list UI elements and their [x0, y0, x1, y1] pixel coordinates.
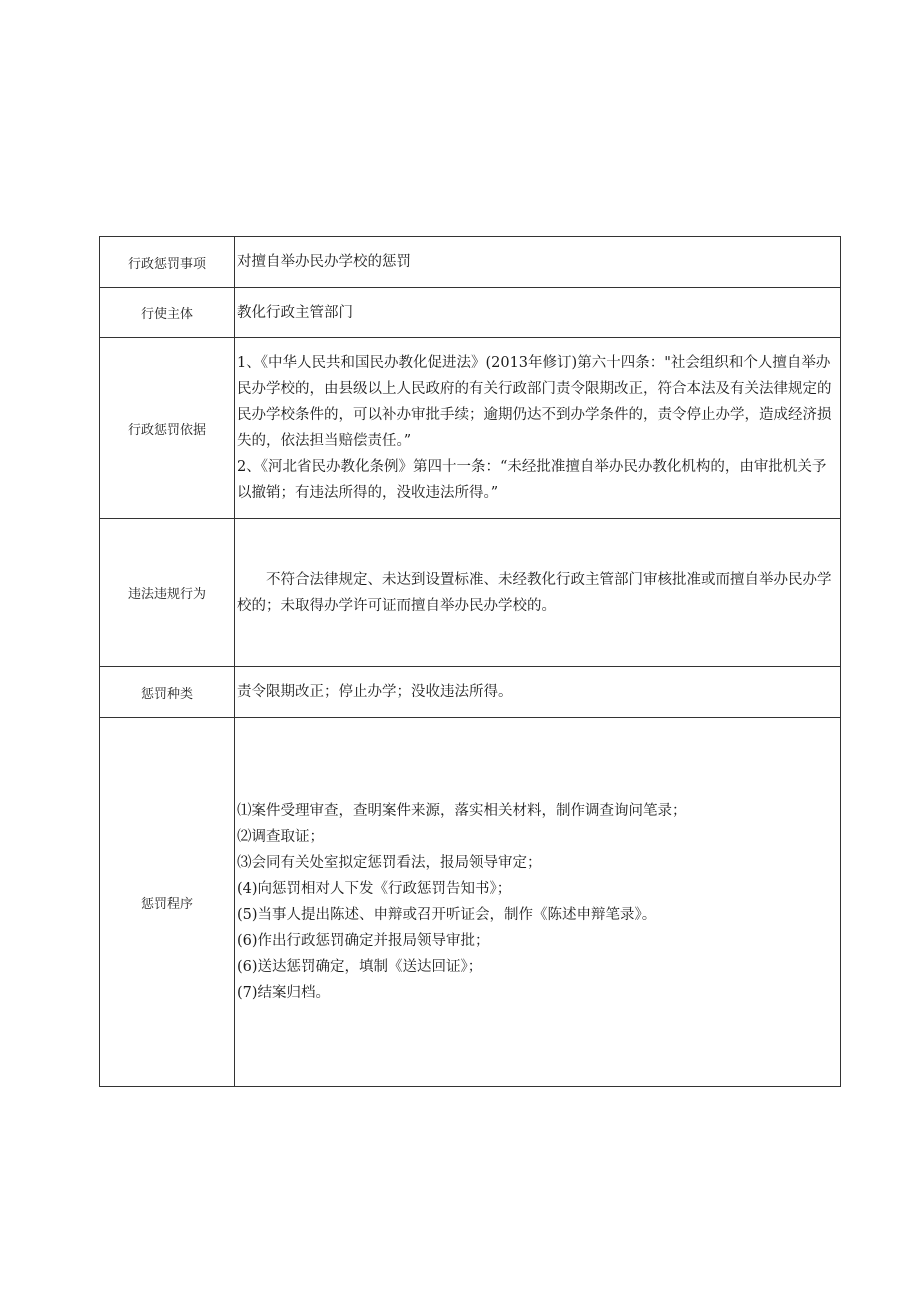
penalty-info-table: [99, 236, 841, 1087]
procedure-step-2: ⑵调查取证；: [237, 829, 324, 845]
label-violation-behavior: 违法违规行为: [100, 519, 235, 667]
procedure-step-1: ⑴案件受理审查，查明案件来源，落实相关材料，制作调查询问笔录；: [237, 803, 687, 819]
procedure-step-6: (6)作出行政惩罚确定并报局领导审批；: [237, 933, 490, 949]
label-penalty-procedure: 惩罚程序: [100, 718, 235, 1087]
row-executing-subject: [100, 288, 841, 338]
value-violation-behavior: 不符合法律规定、未达到设置标准、未经教化行政主管部门审核批准或而擅自举办民办学校的；未取得办学许可证而擅自举办民办学校的。: [235, 519, 841, 667]
row-penalty-basis: [100, 338, 841, 519]
row-penalty-matter: [100, 237, 841, 288]
procedure-step-5: (5)当事人提出陈述、申辩或召开听证会，制作《陈述申辩笔录》。: [237, 907, 657, 923]
value-penalty-procedure: [235, 718, 841, 1087]
row-penalty-type: [100, 667, 841, 718]
value-penalty-matter: 对擅自举办民办学校的惩罚: [235, 237, 841, 288]
procedure-step-8: (7)结案归档。: [237, 985, 331, 1001]
procedure-step-3: ⑶会同有关处室拟定惩罚看法，报局领导审定；: [237, 855, 542, 871]
label-executing-subject: 行使主体: [100, 288, 235, 338]
label-penalty-basis: 行政惩罚依据: [100, 338, 235, 519]
procedure-step-7: (6)送达惩罚确定，填制《送达回证》；: [237, 959, 483, 975]
value-executing-subject: 教化行政主管部门: [235, 288, 841, 338]
row-penalty-procedure: [100, 718, 841, 1087]
value-penalty-basis: [235, 338, 841, 519]
label-penalty-type: 惩罚种类: [100, 667, 235, 718]
basis-item-2: 2、《河北省民办教化条例》第四十一条：“未经批准擅自举办民办教化机构的，由审批机关予以撤销；有违法所得的，没收违法所得。”: [237, 459, 827, 501]
value-penalty-type: 责令限期改正；停止办学；没收违法所得。: [235, 667, 841, 718]
row-violation-behavior: [100, 519, 841, 667]
basis-item-1: 1、《中华人民共和国民办教化促进法》(2013年修订)第六十四条："社会组织和个人擅自举办民办学校的，由县级以上人民政府的有关行政部门责令限期改正，符合本法及有关法律规定的民办学校条件的，可以补办审批手续；逾期仍达不到办学条件的，责令停止办学，造成经济损失的，依法担当赔偿责任。”: [237, 355, 832, 449]
procedure-step-4: (4)向惩罚相对人下发《行政惩罚告知书》；: [237, 881, 512, 897]
label-penalty-matter: 行政惩罚事项: [100, 237, 235, 288]
